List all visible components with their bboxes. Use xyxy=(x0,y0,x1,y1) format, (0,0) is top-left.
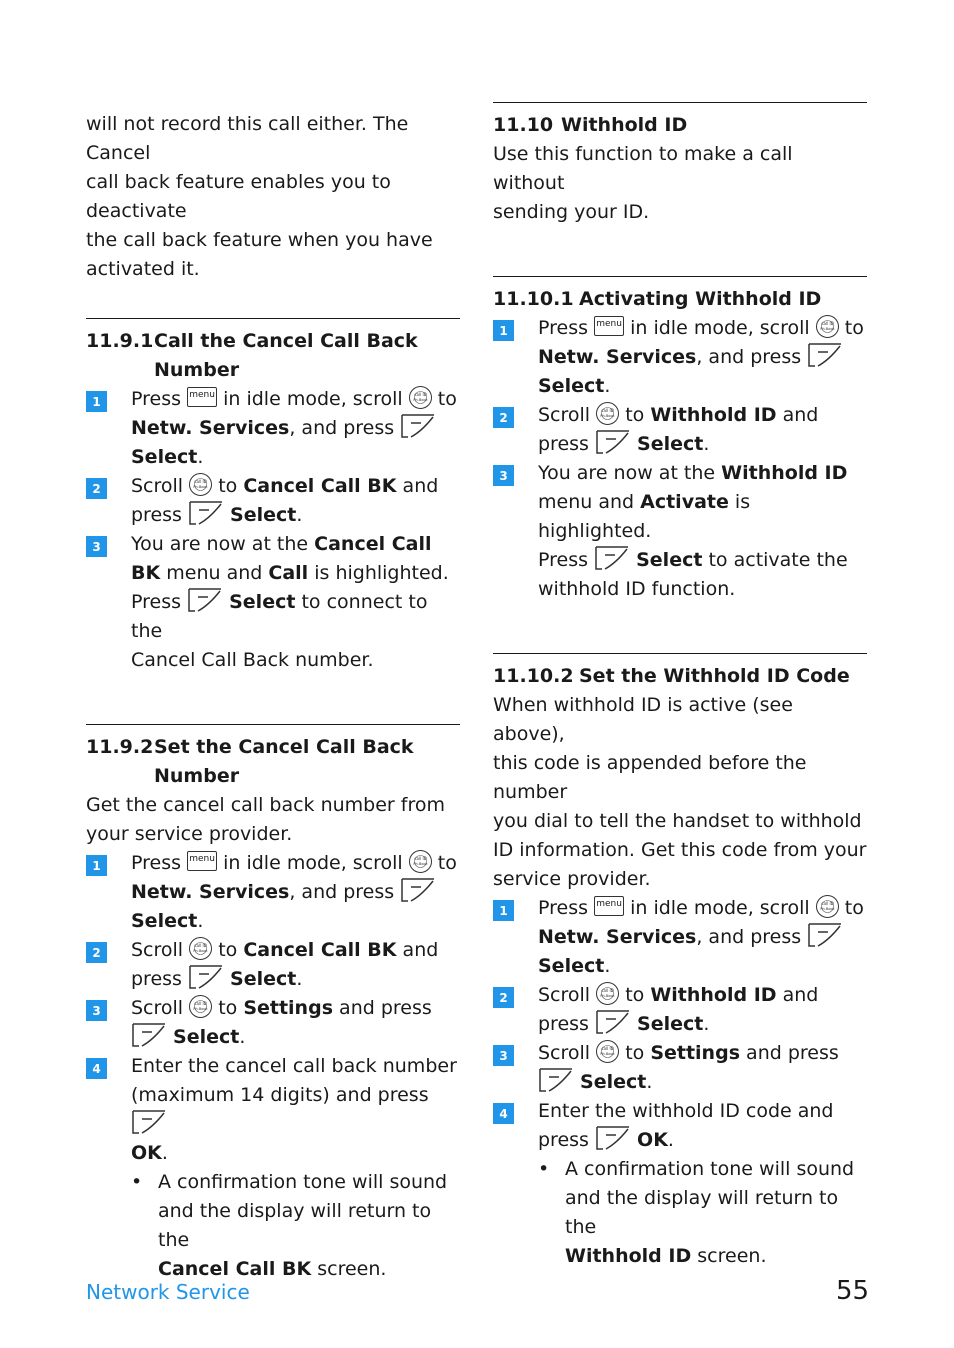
intro-line: will not record this call either. The Cancel xyxy=(86,113,409,164)
section-heading xyxy=(86,327,460,356)
softkey-icon xyxy=(807,922,843,948)
intro-line: the call back feature when you have xyxy=(86,229,433,251)
section-heading xyxy=(493,111,867,140)
svg-text:call ID: call ID xyxy=(194,1001,207,1006)
step-badge: 2 xyxy=(493,407,514,428)
section-heading xyxy=(493,662,867,691)
svg-text:call ID: call ID xyxy=(601,988,614,993)
scroll-key-icon xyxy=(596,982,619,1005)
scroll-key-icon xyxy=(189,995,212,1018)
step-badge: 3 xyxy=(86,1000,107,1021)
step-badge: 3 xyxy=(493,1045,514,1066)
section-number: 11.10 xyxy=(493,114,554,136)
softkey-icon xyxy=(187,587,223,613)
softkey-icon xyxy=(595,1009,631,1035)
svg-text:Ph.Book: Ph.Book xyxy=(193,1007,208,1011)
svg-text:call ID: call ID xyxy=(821,901,834,906)
intro-line: call back feature enables you to deactivate xyxy=(86,171,391,222)
scroll-key-icon xyxy=(816,315,839,338)
svg-text:Ph.Book: Ph.Book xyxy=(413,862,428,866)
step-badge: 2 xyxy=(86,478,107,499)
step: 2 Scroll call ID Ph.Book to Withhold ID and press Select. xyxy=(493,981,867,1039)
softkey-icon xyxy=(131,1109,167,1135)
scroll-key-icon xyxy=(409,386,432,409)
svg-text:call ID: call ID xyxy=(414,856,427,861)
softkey-icon xyxy=(400,877,436,903)
section-heading xyxy=(493,285,867,314)
softkey-icon xyxy=(188,964,224,990)
scroll-key-icon xyxy=(189,937,212,960)
section-intro: you dial to tell the handset to withhold xyxy=(493,810,862,832)
bullet-mark: • xyxy=(131,1171,143,1193)
step: 2 Scroll call ID Ph.Book to Cancel Call BK and press Select. xyxy=(86,936,460,994)
section-title: Withhold ID xyxy=(561,114,688,136)
scroll-key-icon xyxy=(189,473,212,496)
softkey-icon xyxy=(188,500,224,526)
step-badge: 1 xyxy=(493,900,514,921)
step-badge: 2 xyxy=(86,942,107,963)
bullet-item: • A confirmation tone will sound and the display will return to the Cancel Call BK screen. xyxy=(86,1168,460,1284)
step-badge: 4 xyxy=(493,1103,514,1124)
step: 1 Press menu in idle mode, scroll call ID Ph.Book to Netw. Services, and press Select. xyxy=(86,849,460,936)
softkey-icon xyxy=(131,1022,167,1048)
softkey-icon xyxy=(807,342,843,368)
step-badge: 3 xyxy=(86,536,107,557)
svg-text:Ph.Book: Ph.Book xyxy=(600,1052,615,1056)
section-title: Set the Cancel Call Back xyxy=(154,736,414,758)
section-title: Number xyxy=(154,765,240,787)
step: 3 You are now at the Withhold ID menu and Activate is highlighted. Press Select to activate the withhold ID function. xyxy=(493,459,867,604)
bullet-item: • A confirmation tone will sound and the display will return to the Withhold ID screen. xyxy=(493,1155,867,1271)
section-intro: sending your ID. xyxy=(493,201,650,223)
step: 3 You are now at the Cancel Call BK menu and Call is highlighted. Press Select to connect to the Cancel Call Back number. xyxy=(86,530,460,675)
step: 1 Press menu in idle mode, scroll call ID Ph.Book to Netw. Services, and press Select. xyxy=(493,314,867,401)
menu-key-icon: menu xyxy=(187,851,217,871)
scroll-key-icon xyxy=(596,402,619,425)
step: 4 Enter the cancel call back number (maximum 14 digits) and press OK. xyxy=(86,1052,460,1168)
section-intro: ID information. Get this code from your xyxy=(493,839,867,861)
scroll-key-icon xyxy=(816,895,839,918)
section-intro: your service provider. xyxy=(86,823,293,845)
section-intro: Use this function to make a call without xyxy=(493,143,793,194)
section-intro: this code is appended before the number xyxy=(493,752,807,803)
left-column xyxy=(86,110,460,1284)
step-badge: 1 xyxy=(86,855,107,876)
softkey-icon xyxy=(538,1067,574,1093)
step-badge: 3 xyxy=(493,465,514,486)
footer-section-name: Network Service xyxy=(86,1280,250,1304)
section-title: Set the Withhold ID Code xyxy=(579,665,850,687)
step-badge: 1 xyxy=(493,320,514,341)
svg-text:Ph.Book: Ph.Book xyxy=(193,949,208,953)
menu-key-icon: menu xyxy=(187,387,217,407)
softkey-icon xyxy=(595,1125,631,1151)
step: 2 Scroll call ID Ph.Book to Withhold ID and press Select. xyxy=(493,401,867,459)
softkey-icon xyxy=(400,413,436,439)
section-title: Call the Cancel Call Back xyxy=(154,330,418,352)
svg-text:call ID: call ID xyxy=(194,943,207,948)
section-number: 11.9.1 xyxy=(86,330,154,352)
section-number: 11.9.2 xyxy=(86,736,154,758)
step-badge: 1 xyxy=(86,391,107,412)
softkey-icon xyxy=(595,429,631,455)
page-number: 55 xyxy=(836,1276,870,1306)
step: 1 Press menu in idle mode, scroll call ID Ph.Book to Netw. Services, and press Select. xyxy=(86,385,460,472)
svg-text:Ph.Book: Ph.Book xyxy=(193,485,208,489)
step: 1 Press menu in idle mode, scroll call ID Ph.Book to Netw. Services, and press Select. xyxy=(493,894,867,981)
svg-text:Ph.Book: Ph.Book xyxy=(413,398,428,402)
step: 3 Scroll call ID Ph.Book to Settings and press Select. xyxy=(493,1039,867,1097)
intro-line: activated it. xyxy=(86,258,200,280)
section-number: 11.10.2 xyxy=(493,665,574,687)
step: 3 Scroll call ID Ph.Book to Settings and press Select. xyxy=(86,994,460,1052)
right-column xyxy=(493,102,867,1271)
menu-key-icon: menu xyxy=(594,896,624,916)
svg-text:call ID: call ID xyxy=(414,392,427,397)
step: 2 Scroll call ID Ph.Book to Cancel Call BK and press Select. xyxy=(86,472,460,530)
svg-text:Ph.Book: Ph.Book xyxy=(820,327,835,331)
bullet-mark: • xyxy=(538,1158,550,1180)
section-intro: service provider. xyxy=(493,868,651,890)
svg-text:Ph.Book: Ph.Book xyxy=(820,907,835,911)
menu-key-icon: menu xyxy=(594,316,624,336)
step-badge: 4 xyxy=(86,1058,107,1079)
svg-text:call ID: call ID xyxy=(821,321,834,326)
section-heading xyxy=(86,733,460,762)
section-intro: Get the cancel call back number from xyxy=(86,794,445,816)
svg-text:call ID: call ID xyxy=(194,479,207,484)
section-title: Activating Withhold ID xyxy=(579,288,822,310)
step-badge: 2 xyxy=(493,987,514,1008)
svg-text:Ph.Book: Ph.Book xyxy=(600,994,615,998)
section-number: 11.10.1 xyxy=(493,288,574,310)
scroll-key-icon xyxy=(596,1040,619,1063)
softkey-icon xyxy=(594,545,630,571)
scroll-key-icon xyxy=(409,850,432,873)
section-intro: When withhold ID is active (see above), xyxy=(493,694,793,745)
svg-text:call ID: call ID xyxy=(601,408,614,413)
section-title: Number xyxy=(154,359,240,381)
svg-text:Ph.Book: Ph.Book xyxy=(600,414,615,418)
svg-text:call ID: call ID xyxy=(601,1046,614,1051)
step: 4 Enter the withhold ID code and press OK. xyxy=(493,1097,867,1155)
